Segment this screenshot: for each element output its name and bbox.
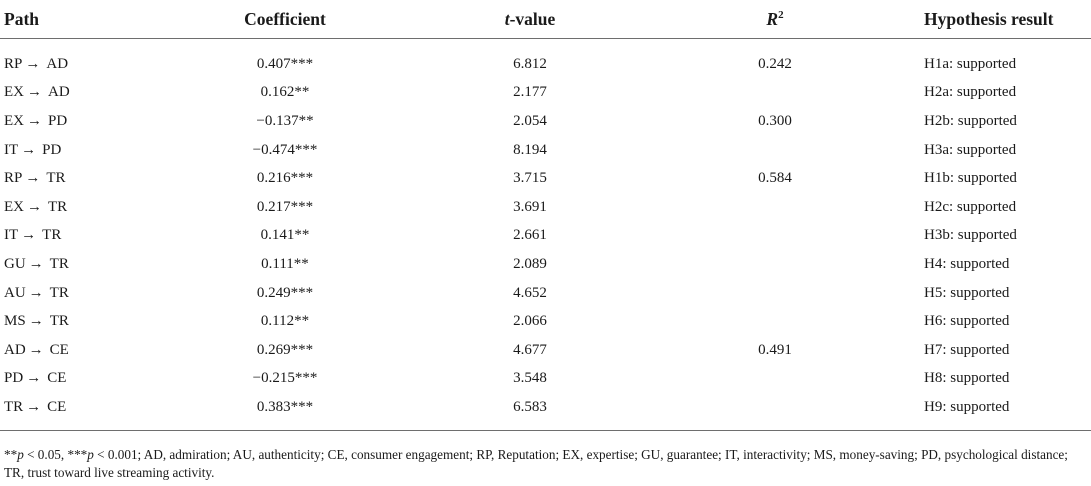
- header-t-rest: -value: [509, 8, 556, 29]
- cell-r-squared: [650, 279, 900, 308]
- cell-path: [0, 279, 160, 308]
- footnote-text: < 0.001; AD, admiration; AU, authenticity; CE, consumer engagement; RP, Reputation; EX, expertise; GU, guarantee; IT, interactivity; MS, money-saving; PD, psychological distance; TR, trust toward live streaming activity.: [4, 447, 1068, 480]
- cell-path: [0, 164, 160, 193]
- path-from: PD: [4, 370, 24, 387]
- cell-t-value: 6.812: [513, 55, 547, 72]
- header-path: Path: [0, 0, 160, 39]
- path-from: MS: [4, 313, 26, 330]
- table-row: [0, 39, 1091, 79]
- cell-path: [0, 250, 160, 279]
- cell-r-squared: [650, 365, 900, 394]
- header-row: [0, 0, 1091, 39]
- right-arrow-icon: →: [25, 55, 41, 72]
- cell-path: [0, 79, 160, 108]
- table-row: [0, 222, 1091, 251]
- cell-t-value: 8.194: [513, 141, 547, 158]
- path-from: IT: [4, 141, 19, 158]
- cell-r-squared: [650, 393, 900, 430]
- right-arrow-icon: →: [21, 141, 37, 158]
- cell-path: [0, 393, 160, 430]
- table-footnote: [4, 446, 1086, 481]
- cell-t-value: 2.066: [513, 313, 547, 330]
- header-coefficient: Coefficient: [160, 0, 410, 39]
- cell-path: [0, 336, 160, 365]
- right-arrow-icon: →: [26, 398, 42, 415]
- cell-t-value: 2.089: [513, 255, 547, 272]
- cell-r-squared: [650, 79, 900, 108]
- right-arrow-icon: →: [27, 112, 42, 129]
- cell-r-squared: [650, 307, 900, 336]
- cell-coefficient: −0.137**: [256, 112, 314, 129]
- footnote-stars-2: ***: [67, 447, 88, 462]
- path-from: TR: [4, 398, 24, 415]
- right-arrow-icon: →: [27, 84, 42, 101]
- cell-hypothesis-result: H3b: supported: [924, 227, 1017, 244]
- header-r-squared: [650, 0, 900, 39]
- table-row: [0, 393, 1091, 430]
- cell-coefficient: 0.217***: [256, 198, 314, 215]
- right-arrow-icon: →: [25, 170, 41, 187]
- cell-coefficient: 0.141**: [260, 227, 310, 244]
- table-row: [0, 107, 1091, 136]
- path-from: RP: [4, 170, 23, 187]
- cell-hypothesis-result: H3a: supported: [924, 141, 1017, 158]
- cell-coefficient: 0.269***: [256, 341, 314, 358]
- cell-hypothesis-result: H7: supported: [924, 341, 1010, 358]
- path-to: CE: [47, 398, 67, 415]
- cell-coefficient: 0.112**: [260, 313, 310, 330]
- right-arrow-icon: →: [21, 227, 37, 244]
- right-arrow-icon: →: [28, 284, 44, 301]
- table-row: [0, 336, 1091, 365]
- cell-coefficient: 0.407***: [256, 55, 314, 72]
- cell-coefficient: 0.111**: [261, 255, 309, 272]
- path-to: AD: [46, 55, 69, 72]
- header-t-italic: t: [504, 8, 510, 29]
- cell-r-squared: 0.491: [758, 341, 792, 358]
- footnote-p-1: p: [17, 447, 24, 462]
- right-arrow-icon: →: [26, 370, 42, 387]
- path-from: EX: [4, 112, 24, 129]
- cell-path: [0, 136, 160, 165]
- cell-hypothesis-result: H8: supported: [924, 370, 1010, 387]
- cell-hypothesis-result: H2c: supported: [924, 198, 1017, 215]
- header-hypothesis-result: Hypothesis result: [900, 0, 1091, 39]
- table-row: [0, 79, 1091, 108]
- path-from: RP: [4, 55, 23, 72]
- table-row: [0, 365, 1091, 394]
- cell-hypothesis-result: H2a: supported: [924, 84, 1017, 101]
- cell-r-squared: [650, 250, 900, 279]
- cell-t-value: 2.054: [513, 112, 547, 129]
- cell-r-squared: 0.584: [758, 170, 792, 187]
- cell-r-squared: [650, 222, 900, 251]
- cell-r-squared: [650, 193, 900, 222]
- cell-t-value: 3.548: [513, 370, 547, 387]
- path-to: PD: [48, 112, 68, 129]
- cell-hypothesis-result: H1b: supported: [924, 170, 1017, 187]
- path-from: AU: [4, 284, 26, 301]
- path-to: AD: [48, 84, 70, 101]
- header-t-value: [410, 0, 650, 39]
- table-row: [0, 250, 1091, 279]
- header-r-base: R: [766, 8, 779, 29]
- cell-t-value: 2.661: [513, 227, 547, 244]
- path-to: CE: [49, 341, 69, 358]
- cell-t-value: 4.677: [513, 341, 547, 358]
- right-arrow-icon: →: [28, 341, 44, 358]
- cell-hypothesis-result: H6: supported: [924, 313, 1010, 330]
- cell-path: [0, 307, 160, 336]
- path-from: EX: [4, 84, 24, 101]
- cell-hypothesis-result: H1a: supported: [924, 55, 1017, 72]
- path-from: AD: [4, 341, 26, 358]
- cell-t-value: 3.691: [513, 198, 547, 215]
- cell-hypothesis-result: H2b: supported: [924, 112, 1017, 129]
- cell-hypothesis-result: H9: supported: [900, 393, 1091, 430]
- cell-coefficient: 0.162**: [260, 84, 310, 101]
- cell-path: [0, 193, 160, 222]
- footnote-stars-1: **: [4, 447, 18, 462]
- cell-t-value: 3.715: [513, 170, 547, 187]
- table-row: [0, 307, 1091, 336]
- path-from: EX: [4, 198, 24, 215]
- right-arrow-icon: →: [27, 198, 42, 215]
- path-to: TR: [42, 227, 62, 244]
- right-arrow-icon: →: [28, 255, 44, 272]
- path-to: TR: [46, 170, 66, 187]
- cell-hypothesis-result: H4: supported: [924, 255, 1010, 272]
- path-to: TR: [49, 284, 69, 301]
- right-arrow-icon: →: [28, 313, 44, 330]
- cell-coefficient: 0.216***: [256, 170, 314, 187]
- cell-r-squared: 0.242: [758, 55, 792, 72]
- cell-coefficient: 0.249***: [256, 284, 314, 301]
- cell-path: [0, 222, 160, 251]
- cell-path: [0, 107, 160, 136]
- path-from: IT: [4, 227, 19, 244]
- cell-hypothesis-result: H5: supported: [924, 284, 1010, 301]
- path-to: TR: [49, 255, 69, 272]
- path-to: CE: [47, 370, 67, 387]
- header-r-sup: 2: [778, 8, 784, 21]
- cell-coefficient: −0.215***: [252, 370, 318, 387]
- cell-path: [0, 39, 160, 79]
- table-row: [0, 164, 1091, 193]
- path-to: PD: [42, 141, 62, 158]
- cell-coefficient: −0.474***: [252, 141, 318, 158]
- table-row: [0, 136, 1091, 165]
- path-to: TR: [49, 313, 69, 330]
- path-from: GU: [4, 255, 26, 272]
- cell-r-squared: 0.300: [758, 112, 792, 129]
- table-row: [0, 193, 1091, 222]
- cell-path: [0, 365, 160, 394]
- footnote-threshold-1: < 0.05,: [23, 447, 68, 462]
- cell-t-value: 2.177: [513, 84, 547, 101]
- footnote-p-2: p: [87, 447, 94, 462]
- table-row: [0, 279, 1091, 308]
- cell-t-value: 4.652: [513, 284, 547, 301]
- cell-coefficient: 0.383***: [160, 393, 410, 430]
- cell-r-squared: [650, 136, 900, 165]
- path-to: TR: [48, 198, 68, 215]
- cell-t-value: 6.583: [410, 393, 650, 430]
